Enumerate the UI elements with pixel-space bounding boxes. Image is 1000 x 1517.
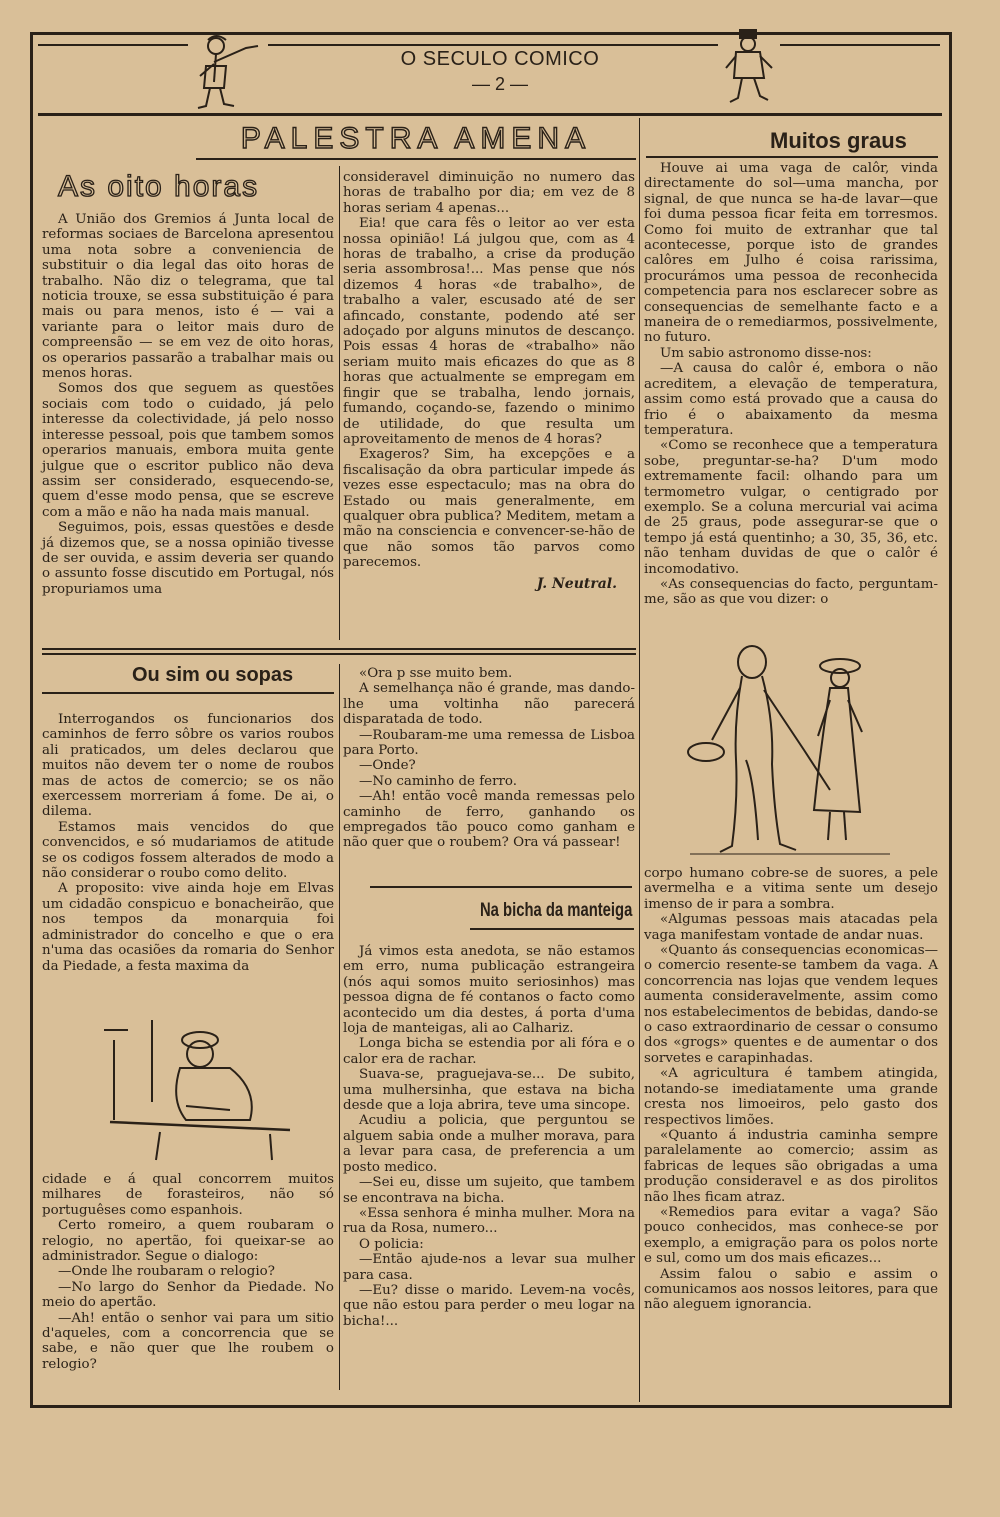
page-number: — 2 — bbox=[471, 74, 528, 94]
left-mascot-illustration bbox=[186, 32, 266, 112]
muitos-graus-paragraph: Houve ai uma vaga de calôr, vinda directamente do sol—uma mancha, por signal, de que nunca se ha-de lavar—que foi duma pessoa ficar feita em torresmos. Como foi muito de extranhar que tal acontecesse, porque isto de grandes calôres em Julho é coisa rarissima, procurámos uma pessoa de reconhecida competencia para nos esclarecer sobre as consequencias de semelhante facto e a maneira de o remediarmos, possivelmente, no futuro. bbox=[644, 161, 938, 346]
muitos-graus-paragraph: corpo humano cobre-se de suores, a pele avermelha e a vitima sente um desejo imenso de ir para a sombra. bbox=[644, 866, 938, 912]
ou-sim-paragraph: —Onde lhe roubaram o relogio? bbox=[58, 1264, 275, 1280]
muitos-graus-column-top bbox=[644, 161, 938, 608]
ou-sim-paragraph: Estamos mais vencidos do que convencidos, e só mudariamos de atitude se os codigos fossem alterados de modo a não considerar o roubo como delito. bbox=[42, 819, 334, 882]
palestra-paragraph: A União dos Gremios á Junta local de reformas sociaes de Barcelona apresentou uma nota sobre a conveniencia de substituir o dia legal das oito horas de trabalho. Não diz o telegrama, que tal noticia trouxe, se essa substituição é para mais ou para menos, isto é — vai a variante para o leitor mais duro de compreensão — se em vez de oito horas, os operarios passarão a trabalhar mais ou menos horas. bbox=[42, 212, 334, 382]
ou-sim-column-2 bbox=[343, 666, 635, 851]
na-bicha-paragraph: «Essa senhora é minha mulher. Mora na rua da Rosa, numero... bbox=[343, 1205, 635, 1237]
ou-sim-paragraph: —Ah! então o senhor vai para um sitio d'aqueles, com a concorrencia que se sabe, e não quer que lhe roubem o relogio? bbox=[42, 1310, 334, 1372]
na-bicha-top-rule bbox=[370, 886, 632, 888]
palestra-paragraph: Seguimos, pois, essas questões e desde já dizemos que, se a nossa opinião tivesse de ser ouvida, e assim deveria ser quando o assunto fosse discutido em Portugal, nós propuriamos uma bbox=[42, 520, 334, 597]
muitos-graus-paragraph: Um sabio astronomo disse-nos: bbox=[660, 345, 872, 361]
na-bicha-paragraph: —Eu? disse o marido. Levem-na vocês, que não estou para perder o meu logar na bicha!... bbox=[343, 1282, 635, 1329]
masthead-rule-right bbox=[780, 44, 940, 46]
muitos-graus-column-bottom bbox=[644, 866, 938, 1313]
palestra-banner-rule bbox=[196, 158, 636, 160]
na-bicha-paragraph: O policia: bbox=[359, 1236, 424, 1252]
palestra-column-2 bbox=[343, 170, 635, 592]
column-divider bbox=[339, 664, 340, 1390]
ou-sim-paragraph: Certo romeiro, a quem roubaram o relogio, no apertão, foi queixar-se ao administrador. Segue o dialogo: bbox=[42, 1218, 334, 1265]
palestra-paragraph: Somos dos que seguem as questões sociais com todo o cuidado, já pelo interesse da colectividade, já pelo nosso interesse pessoal, pois que tambem somos operarios manuais, embora muita gente julgue que o escritor publico não deva assim ser considerado, esquecendo-se, quem d'esse modo pensa, que se escreve com a mão e não ha nada mais manual. bbox=[42, 381, 334, 520]
ou-sim-column-1-top bbox=[42, 712, 334, 974]
ou-sim-paragraph: cidade e á qual concorrem muitos milhares de forasteiros, não só portuguêses como espanhois. bbox=[42, 1172, 334, 1218]
ou-sim-column-1-bottom bbox=[42, 1172, 334, 1372]
na-bicha-paragraph: Já vimos esta anedota, se não estamos em erro, numa publicação estrangeira (nós aqui somos muito seriosinhos) mas pessoa digna de fé contanos o facto como acontecido um dia destes, á porta d'uma loja de manteigas, ali ao Calhariz. bbox=[343, 944, 635, 1037]
muitos-graus-rule bbox=[646, 156, 938, 158]
muitos-graus-paragraph: «Algumas pessoas mais atacadas pela vaga manifestam vontade de andar nuas. bbox=[644, 912, 938, 943]
na-bicha-paragraph: Acudiu a policia, que perguntou se alguem sabia onde a mulher morava, para a levar para casa, de preferencia a um posto medico. bbox=[343, 1113, 635, 1175]
na-bicha-paragraph: —Sei eu, disse um sujeito, que tambem se encontrava na bicha. bbox=[343, 1175, 635, 1206]
ou-sim-paragraph: A semelhança não é grande, mas dando-lhe uma voltinha não parecerá disparatada de todo. bbox=[343, 681, 635, 728]
section-rule-bottom bbox=[42, 653, 636, 655]
palestra-paragraph: Eia! que cara fês o leitor ao ver esta nossa opinião! Lá julgou que, com as 4 horas de trabalho, a crise da produção seria assombrosa!... Mas pense que nós dizemos 4 horas «de trabalho», de trabalho a valer, escusado até de ser afincado, constante, podendo até ser adoçado por alguns minutos de descanço. Pois essas 4 horas de «trabalho» não seriam muito mais eficazes do que as 8 horas que actualmente se empregam em fingir que se trabalha, lendo jornais, fumando, coçando-se, fazendo o minimo de utilidade, do que resulta um aproveitamento de menos de 4 horas? bbox=[343, 216, 635, 447]
ou-sim-paragraph: —Onde? bbox=[359, 758, 416, 774]
muitos-graus-paragraph: —A causa do calôr é, embora o não acreditem, a elevação de temperatura, assim como está provado que a causa do frio é o abaixamento da mesma temperatura. bbox=[644, 361, 938, 438]
ou-sim-paragraph: A proposito: vive ainda hoje em Elvas um cidadão conspicuo e bonacheirão, que nos tempos da monarquia foi administrador do concelho e que o era n'uma das ocasiões da romaria do Senhor da Piedade, a festa maxima da bbox=[42, 881, 334, 974]
ou-sim-paragraph: —Roubaram-me uma remessa de Lisboa para Porto. bbox=[343, 727, 635, 759]
muitos-graus-paragraph: «A agricultura é tambem atingida, notando-se imediatamente uma grande cresta nos limoeiros, pelo gasto dos respectivos limões. bbox=[644, 1066, 938, 1128]
column-divider bbox=[339, 166, 340, 640]
ou-sim-rule bbox=[42, 692, 334, 694]
na-bicha-rule bbox=[470, 928, 634, 930]
na-bicha-paragraph: Suava-se, praguejava-se... De subito, uma mulhersinha, que estava na bicha desde que a loja abrira, teve uma sincope. bbox=[343, 1067, 635, 1114]
palestra-banner: PALESTRA AMENA bbox=[240, 122, 592, 155]
section-rule-top bbox=[42, 648, 636, 650]
masthead-title: O SECULO COMICO bbox=[400, 48, 600, 70]
ou-sim-paragraph: —Ah! então você manda remessas pelo caminho de ferro, ganhando os empregados tão pouco como ganham e não quer que o roubem? Ora vá passear! bbox=[343, 789, 635, 851]
muitos-graus-paragraph: Assim falou o sabio e assim o comunicamos aos nossos leitores, para que não aleguem ignorancia. bbox=[644, 1266, 938, 1313]
ou-sim-paragraph: —No caminho de ferro. bbox=[359, 773, 517, 789]
muitos-graus-headline: Muitos graus bbox=[770, 128, 907, 153]
na-bicha-paragraph: —Então ajude-nos a levar sua mulher para casa. bbox=[343, 1252, 635, 1283]
na-bicha-paragraph: Longa bicha se estendia por ali fóra e o calor era de rachar. bbox=[343, 1036, 635, 1067]
palestra-signature: J. Neutral. bbox=[536, 575, 617, 592]
ou-sim-paragraph: —No largo do Senhor da Piedade. No meio do apertão. bbox=[42, 1279, 334, 1311]
palestra-paragraph: consideravel diminuição no numero das horas de trabalho por dia; em vez de 8 horas seriam 4 apenas... bbox=[343, 170, 635, 216]
muitos-graus-paragraph: «Como se reconhece que a temperatura sobe, preguntar-se-ha? D'um modo extremamente facil: olhando para um termometro vulgar, o centigrado por exemplo. Se a coluna mercurial vai acima de 25 graus, pode assegurar-se que o tempo já está quentinho; a 30, 35, 36, etc. não tenham duvidas de que o calôr é incomodativo. bbox=[644, 438, 938, 577]
ou-sim-headline: Ou sim ou sopas bbox=[132, 664, 294, 686]
right-column-divider bbox=[639, 118, 640, 1402]
palestra-column-1 bbox=[42, 212, 334, 597]
muitos-graus-paragraph: «Remedios para evitar a vaga? São pouco conhecidos, mas conhece-se por exemplo, a emigração para os polos norte e sul, como um dos mais eficazes... bbox=[644, 1204, 938, 1267]
masthead-rule-bottom bbox=[38, 113, 942, 116]
palestra-paragraph: Exageros? Sim, ha excepções e a fiscalisação da obra particular impede ás vezes esse espectaculo; mas na obra do Estado ou mais generalmente, em qualquer obra publica? Meditem, metam a mão na consciencia e convencer-se-hão de que não somos tão parvos como parecemos. bbox=[343, 447, 635, 571]
palestra-headline: As oito horas bbox=[58, 170, 260, 203]
masthead-rule-mid bbox=[268, 44, 718, 46]
heatwave-couple-illustration bbox=[680, 640, 900, 865]
ou-sim-paragraph: Interrogandos os funcionarios dos caminhos de ferro sôbre os varios roubos ali praticados, um deles declarou que muitos não devem ter o nome de roubos mas de actos de comercio; se os não exercessem morreriam á fome. De ai, o dilema. bbox=[42, 712, 334, 820]
muitos-graus-paragraph: «As consequencias do facto, perguntam-me, são as que vou dizer: o bbox=[644, 576, 938, 608]
ou-sim-paragraph: «Ora p sse muito bem. bbox=[359, 666, 513, 681]
muitos-graus-paragraph: «Quanto á industria caminha sempre paralelamente ao comercio; assim as fabricas de leques são obrigadas a uma produção consideravel e as dos pirolitos não lhes ficam atraz. bbox=[644, 1127, 938, 1205]
na-bicha-headline: Na bicha da manteiga bbox=[479, 900, 632, 921]
muitos-graus-paragraph: «Quanto ás consequencias economicas—o comercio resente-se tambem da vaga. A concorrencia nas lojas que vendem leques aumenta consideravelmente, assim como nos estabelecimentos de bebidas, dando-se o caso extraordinario de cessar o consumo dos «grogs» quentes e de aumentar o dos sorvetes e carapinhadas. bbox=[644, 943, 938, 1066]
administrator-illustration bbox=[100, 1010, 300, 1170]
na-bicha-column bbox=[343, 944, 635, 1329]
masthead-rule-left bbox=[38, 44, 188, 46]
